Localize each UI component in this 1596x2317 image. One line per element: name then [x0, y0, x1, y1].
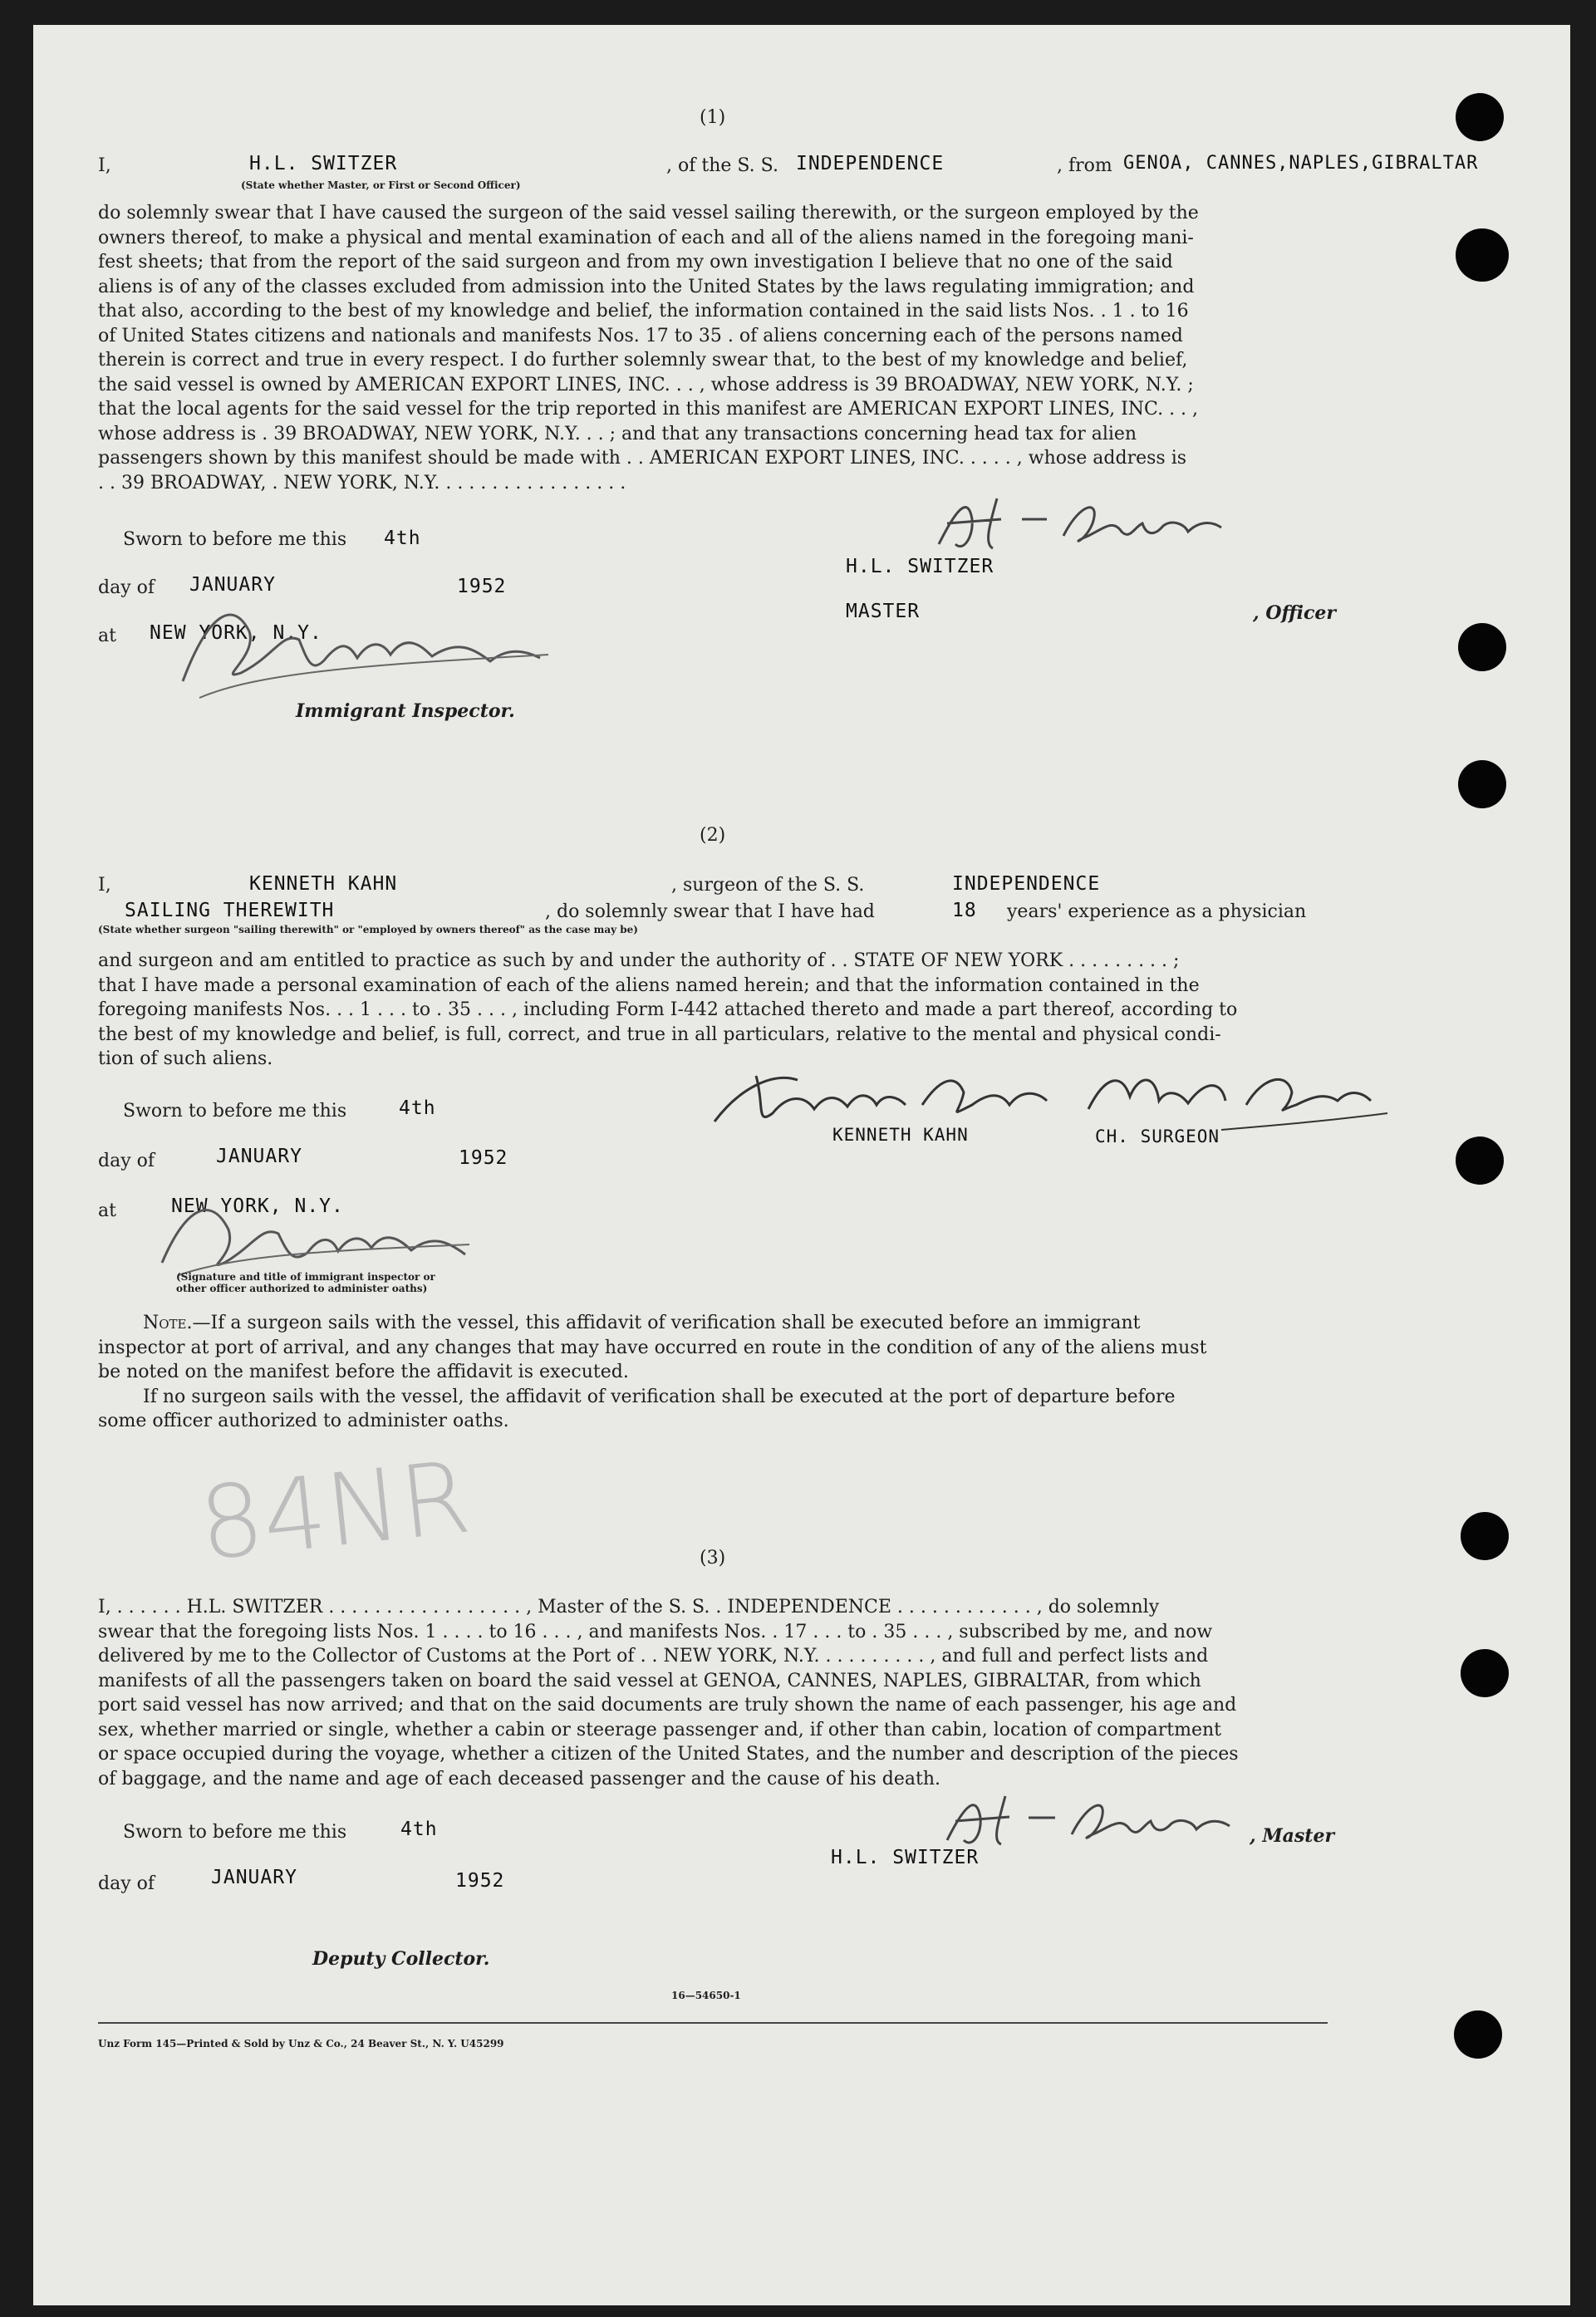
signature-caption: other officer authorized to administer oaths) [176, 1283, 428, 1294]
oath-line: the said vessel is owned by AMERICAN EXPORT LINES, INC. . . , whose address is 39 BROADWAY, NEW YORK, N.Y. ; [98, 374, 1194, 395]
section-2-number: (2) [700, 825, 726, 846]
rank-subcaption: (State whether Master, or First or Second Officer) [241, 179, 521, 191]
oath-line: manifests of all the passengers taken on board the said vessel at GENOA, CANNES, NAPLES, GIBRALTAR, from which [98, 1670, 1201, 1691]
punch-hole [1458, 760, 1506, 808]
surgeon-subcaption: (State whether surgeon "sailing therewith" or "employed by owners thereof" as the case may be) [98, 924, 638, 935]
deputy-collector-caption: Deputy Collector. [312, 1948, 490, 1970]
year-field: 1952 [455, 1870, 505, 1892]
of-ss-label: , of the S. S. [666, 155, 778, 176]
departure-ports-field: GENOA, CANNES,NAPLES,GIBRALTAR [1123, 153, 1479, 174]
oath-line: and surgeon and am entitled to practice as such by and under the authority of . . STATE OF NEW YORK . . . . . . . . . ; [98, 950, 1180, 971]
oath-line: whose address is . 39 BROADWAY, NEW YORK, N.Y. . . ; and that any transactions concerning head tax for alien [98, 423, 1137, 444]
oath-line: . . 39 BROADWAY, . NEW YORK, N.Y. . . . . . . . . . . . . . . . . [98, 472, 626, 493]
oath-line: of United States citizens and nationals and manifests Nos. 17 to 35 . of aliens concerning each of the persons named [98, 325, 1183, 346]
oath-line: foregoing manifests Nos. . . 1 . . . to . 35 . . . , including Form I-442 attached thereto and made a part thereof, according to [98, 999, 1238, 1020]
oath-line: sex, whether married or single, whether a cabin or steerage passenger and, if other than cabin, location of compartment [98, 1719, 1221, 1740]
punch-hole [1456, 1136, 1504, 1185]
from-label: , from [1057, 155, 1112, 176]
oath-line: do solemnly swear that I have caused the surgeon of the said vessel sailing therewith, or the surgeon employed by the [98, 203, 1199, 223]
oath-line: swear that the foregoing lists Nos. 1 . . . . to 16 . . . , and manifests Nos. . 17 . . . to . 35 . . . , subscribed by me, and now [98, 1621, 1213, 1642]
surgeon-vessel-field: INDEPENDENCE [952, 873, 1101, 895]
section-1-number: (1) [700, 107, 726, 128]
signature-caption: (Signature and title of immigrant inspector or [176, 1271, 435, 1283]
oath-line: the best of my knowledge and belief, is full, correct, and true in all particulars, relative to the mental and physical condi- [98, 1024, 1221, 1045]
section-3-number: (3) [700, 1548, 726, 1568]
oath-line: that I have made a personal examination of each of the aliens named herein; and that the information contained in the [98, 974, 1200, 996]
sworn-day-field: 4th [399, 1097, 436, 1119]
sworn-day-field: 4th [400, 1819, 438, 1840]
note-line [98, 1311, 1328, 1336]
surgeon-typed-name: KENNETH KAHN [832, 1125, 969, 1145]
section-1-oath-text [98, 201, 1328, 495]
oath-line: fest sheets; that from the report of the said surgeon and from my own investigation I believe that no one of the said [98, 252, 1173, 272]
year-field: 1952 [457, 576, 507, 597]
sworn-label: Sworn to before me this [123, 529, 347, 550]
punch-hole [1456, 228, 1509, 282]
oath-line: aliens is of any of the classes excluded from admission into the United States by the laws regulating immigration; and [98, 276, 1195, 297]
oath-line: passengers shown by this manifest should be made with . . AMERICAN EXPORT LINES, INC. . . . . , whose address is [98, 448, 1187, 469]
punch-hole [1461, 1649, 1509, 1697]
section-2-oath-text [98, 949, 1328, 1072]
oath-line: I, . . . . . . H.L. SWITZER . . . . . . . . . . . . . . . . . , Master of the S. S. . INDEPENDENCE . . . . . . . . . . . . , do solemnly [98, 1597, 1160, 1617]
surgeon-typed-title: CH. SURGEON [1095, 1127, 1220, 1146]
surgeon-signature [706, 1055, 1404, 1138]
note-line: If no surgeon sails with the vessel, the affidavit of verification shall be executed at the port of departure before [143, 1386, 1176, 1407]
master-typed-name: H.L. SWITZER [831, 1847, 980, 1868]
punch-hole [1456, 93, 1504, 141]
month-field: JANUARY [189, 574, 276, 596]
oath-line: of baggage, and the name and age of each deceased passenger and the cause of his death. [98, 1768, 940, 1789]
sailing-status-field: SAILING THEREWITH [125, 900, 335, 921]
experience-text: , do solemnly swear that I have had [545, 901, 875, 922]
footer-rule [98, 2022, 1328, 2024]
surgeon-name-field: KENNETH KAHN [249, 873, 398, 895]
month-field: JANUARY [216, 1146, 302, 1167]
sworn-day-field: 4th [384, 528, 421, 549]
day-of-label: day of [98, 1873, 155, 1894]
year-field: 1952 [459, 1147, 508, 1169]
day-of-label: day of [98, 577, 155, 598]
note-text [98, 1311, 1328, 1434]
master-caption: , Master [1250, 1825, 1335, 1847]
inspector-caption: Immigrant Inspector. [296, 700, 515, 722]
master-signature [931, 1786, 1263, 1853]
officer-caption: , Officer [1253, 602, 1337, 624]
surgeon-of-label: , surgeon of the S. S. [671, 875, 865, 896]
master-typed-name: H.L. SWITZER [846, 556, 994, 577]
oath-line: tion of such aliens. [98, 1048, 273, 1069]
inspector-signature [145, 1180, 494, 1279]
oath-line: or space occupied during the voyage, whether a citizen of the United States, and the number and description of the pieces [98, 1744, 1239, 1765]
at-label: at [98, 626, 116, 646]
place-field: NEW YORK, N.Y. [171, 1195, 344, 1217]
master-typed-title: MASTER [846, 601, 921, 622]
vessel-name-field: INDEPENDENCE [796, 153, 945, 174]
sworn-label: Sworn to before me this [123, 1822, 347, 1843]
master-name-field: H.L. SWITZER [249, 153, 398, 174]
form-number: 16—54650-1 [671, 1990, 741, 2001]
note-line: inspector at port of arrival, and any changes that may have occurred en route in the condition of any of the aliens must [98, 1337, 1207, 1358]
note-line: some officer authorized to administer oaths. [98, 1411, 509, 1431]
punch-hole [1454, 2010, 1502, 2059]
note-label: Note. [143, 1313, 193, 1333]
at-label: at [98, 1200, 116, 1221]
years-field: 18 [952, 900, 977, 921]
place-field: NEW YORK, N.Y. [150, 622, 322, 644]
section-3-oath-text [98, 1595, 1328, 1791]
oath-line: port said vessel has now arrived; and that on the said documents are truly shown the name of each passenger, his age and [98, 1695, 1237, 1716]
master-signature [922, 486, 1271, 561]
printer-footer: Unz Form 145—Printed & Sold by Unz & Co., 24 Beaver St., N. Y. U45299 [98, 2038, 504, 2049]
surgeon-prefix: I, [98, 875, 111, 896]
oath-line: delivered by me to the Collector of Customs at the Port of . . NEW YORK, N.Y. . . . . . . . . . , and full and perfect lists and [98, 1646, 1209, 1667]
punch-hole [1458, 623, 1506, 671]
affiant-prefix: I, [98, 155, 111, 176]
note-line-1: —If a surgeon sails with the vessel, this affidavit of verification shall be executed before an immigrant [192, 1313, 1141, 1333]
oath-line: that also, according to the best of my knowledge and belief, the information contained in the said lists Nos. . 1 . to 16 [98, 301, 1189, 322]
oath-line: therein is correct and true in every respect. I do further solemnly swear that, to the best of my knowledge and belief, [98, 350, 1188, 371]
sworn-label: Sworn to before me this [123, 1101, 347, 1122]
day-of-label: day of [98, 1151, 155, 1171]
inspector-signature [158, 582, 590, 706]
margin-handwritten-note: 84NR [194, 1440, 476, 1583]
years-text: years' experience as a physician [1007, 901, 1307, 922]
oath-line: owners thereof, to make a physical and mental examination of each and all of the aliens named in the foregoing mani- [98, 227, 1194, 248]
note-line: be noted on the manifest before the affidavit is executed. [98, 1362, 629, 1382]
month-field: JANUARY [211, 1867, 297, 1888]
punch-hole [1461, 1512, 1509, 1560]
oath-line: that the local agents for the said vessel for the trip reported in this manifest are AMERICAN EXPORT LINES, INC. . . , [98, 399, 1199, 420]
